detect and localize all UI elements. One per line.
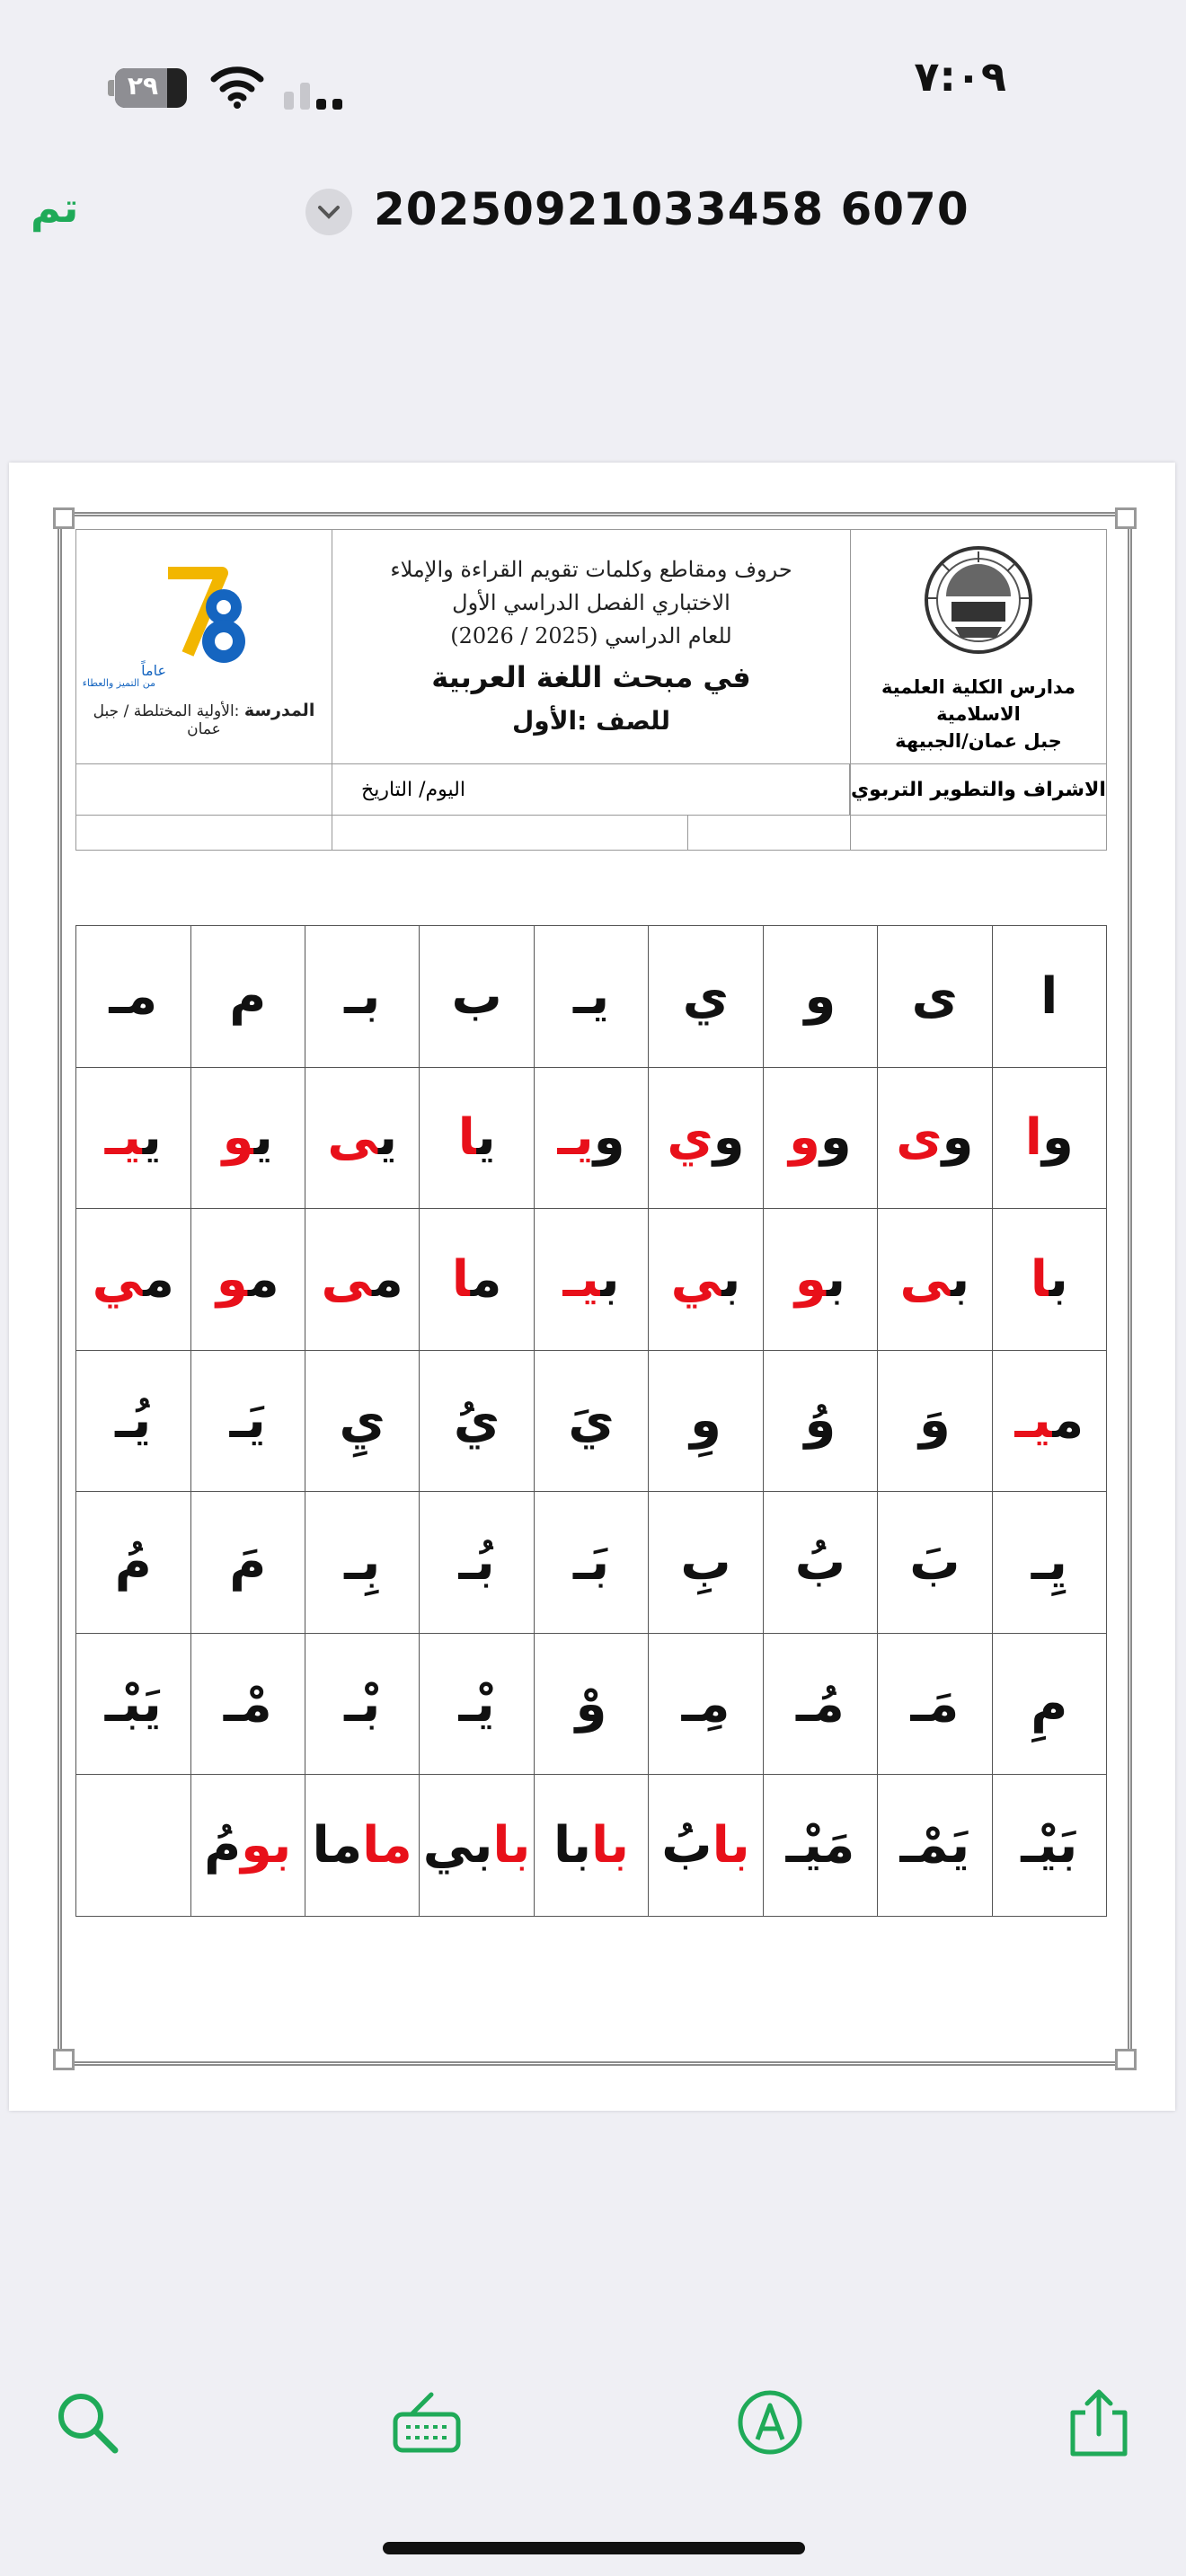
grid-row — [76, 1775, 1107, 1917]
header-empty-cell — [76, 816, 332, 851]
chevron-down-icon — [317, 203, 341, 221]
battery-level: ٢٩ — [127, 71, 159, 101]
grid-cell — [649, 1633, 763, 1775]
header-title-cell — [332, 530, 851, 764]
school-label-key: المدرسة — [243, 701, 315, 720]
header-empty-cell — [851, 816, 1107, 851]
grid-letter: يِـ — [1031, 1533, 1067, 1592]
grid-letter: ب — [721, 1249, 741, 1309]
grid-letter-red: با — [492, 1816, 531, 1875]
grid-letter: م — [247, 1249, 279, 1309]
grid-cell — [190, 1492, 305, 1634]
grid-letter-red: يـ — [557, 1108, 594, 1168]
grid-letter: مـ — [109, 966, 158, 1026]
grid-cell — [878, 1775, 992, 1917]
grid-letter: ا — [1040, 966, 1058, 1026]
grid-cell — [763, 1209, 877, 1351]
grid-letter: بُ — [794, 1533, 846, 1592]
grid-cell — [190, 1067, 305, 1209]
grid-cell — [649, 926, 763, 1068]
grid-letter: وُ — [804, 1391, 836, 1451]
cellular-signal-icon — [284, 68, 347, 110]
header-subject: في مبحث اللغة العربية — [431, 659, 751, 694]
letters-grid — [75, 925, 1107, 1917]
grid-letter: بَيْـ — [1021, 1816, 1078, 1875]
grid-letter-red: با — [712, 1816, 750, 1875]
grid-letter: بِـ — [344, 1533, 381, 1592]
grid-cell — [878, 926, 992, 1068]
grid-letter: يُ — [453, 1391, 500, 1451]
wifi-icon — [210, 63, 264, 110]
scan-text-icon[interactable] — [392, 2387, 462, 2457]
grid-letter: ب — [1049, 1249, 1068, 1309]
grid-row — [76, 1633, 1107, 1775]
grid-cell — [534, 1067, 648, 1209]
grid-cell — [534, 1775, 648, 1917]
grid-cell — [76, 1633, 191, 1775]
school-emblem — [916, 544, 1041, 659]
grid-cell — [649, 1209, 763, 1351]
grid-letter: بَ — [909, 1533, 960, 1592]
anniversary-logo — [82, 555, 258, 689]
grid-cell — [534, 926, 648, 1068]
grid-letter-red: يـ — [104, 1108, 143, 1168]
school-name-line1: مدارس الكلية العلمية الاسلامية — [881, 676, 1076, 725]
grid-cell — [420, 1775, 534, 1917]
header-split-cell — [332, 764, 851, 816]
search-icon[interactable] — [52, 2387, 122, 2457]
grid-cell — [878, 1067, 992, 1209]
grid-cell — [190, 1350, 305, 1492]
grid-cell — [305, 1633, 419, 1775]
grid-letter: مَـ — [910, 1674, 960, 1734]
supervision-label: الاشراف والتطوير التربوي — [851, 764, 1107, 816]
grid-cell — [534, 1492, 648, 1634]
grid-letter-red: ي — [670, 1249, 722, 1309]
header-title-line2: الاختباري الفصل الدراسي الأول — [452, 589, 730, 615]
grid-letter: بَـ — [572, 1533, 610, 1592]
grid-cell — [992, 1209, 1106, 1351]
grid-letter-red: ا — [451, 1249, 471, 1309]
grid-cell — [992, 926, 1106, 1068]
grid-letter-red: يـ — [1014, 1391, 1053, 1451]
grid-letter: وِ — [690, 1391, 721, 1451]
grid-cell — [649, 1067, 763, 1209]
grid-letter-red: و — [789, 1108, 820, 1168]
grid-cell — [649, 1350, 763, 1492]
grid-letter: ب — [951, 1249, 970, 1309]
title-menu-button[interactable] — [305, 189, 352, 235]
grid-letter: م — [229, 966, 267, 1026]
grid-cell — [534, 1209, 648, 1351]
header-title-line3: للعام الدراسي (2025 / 2026) — [450, 622, 732, 648]
grid-cell — [534, 1350, 648, 1492]
grid-row — [76, 926, 1107, 1068]
grid-letter: وَ — [918, 1391, 951, 1451]
grid-letter-red: ي — [92, 1249, 144, 1309]
status-time: ٧:٠٩ — [914, 52, 1006, 101]
grid-cell — [763, 926, 877, 1068]
grid-letter-red: بو — [241, 1816, 292, 1875]
grid-cell — [763, 1067, 877, 1209]
grid-row — [76, 1350, 1107, 1492]
grid-letter-red: يـ — [562, 1249, 601, 1309]
grid-letter: و — [804, 966, 836, 1026]
grid-cell — [305, 926, 419, 1068]
grid-cell — [763, 1350, 877, 1492]
markup-icon[interactable] — [735, 2387, 805, 2457]
grid-letter: يَمْـ — [899, 1816, 970, 1875]
grid-cell — [763, 1775, 877, 1917]
grid-letter: بُـ — [458, 1533, 495, 1592]
grid-letter: م — [470, 1249, 502, 1309]
header-right-cell — [851, 530, 1107, 764]
grid-cell — [76, 1350, 191, 1492]
grid-letter: مُـ — [796, 1674, 845, 1734]
grid-letter: ب — [600, 1249, 620, 1309]
day-date-label: اليوم/ التاريخ — [361, 778, 465, 801]
grid-cell — [190, 926, 305, 1068]
grid-cell — [649, 1492, 763, 1634]
grid-cell — [420, 926, 534, 1068]
grid-letter: وْ — [575, 1674, 607, 1734]
header-table — [75, 529, 1107, 851]
document-page — [9, 463, 1175, 2111]
grid-cell — [190, 1775, 305, 1917]
grid-letter: ي — [476, 1108, 496, 1168]
grid-letter: ي — [682, 966, 730, 1026]
grid-letter-red: ا — [457, 1108, 477, 1168]
grid-cell — [992, 1067, 1106, 1209]
grid-letter: بي — [422, 1816, 493, 1875]
grid-cell — [305, 1067, 419, 1209]
grid-cell — [878, 1633, 992, 1775]
grid-letter: مَيْـ — [785, 1816, 855, 1875]
grid-letter-red: ي — [667, 1108, 713, 1168]
grid-cell — [76, 1492, 191, 1634]
grid-cell — [763, 1633, 877, 1775]
header-title-line1: حروف ومقاطع وكلمات تقويم القراءة والإملاء — [390, 556, 792, 582]
grid-row — [76, 1067, 1107, 1209]
grid-letter: بِ — [680, 1533, 731, 1592]
logo-word: عاماً — [141, 662, 166, 679]
grid-letter-red: و — [222, 1108, 254, 1168]
home-indicator — [383, 2542, 805, 2554]
grid-letter: ب — [826, 1249, 845, 1309]
grid-letter: بـ — [344, 966, 381, 1026]
header-split-cell — [332, 816, 851, 851]
grid-letter-red: ى — [327, 1108, 378, 1168]
grid-letter: يُـ — [115, 1391, 152, 1451]
grid-row — [76, 1492, 1107, 1634]
school-name-line2: جبل عمان/الجبيهة — [895, 730, 1062, 752]
grid-cell — [190, 1209, 305, 1351]
grid-cell — [878, 1350, 992, 1492]
grid-letter: م — [372, 1249, 403, 1309]
grid-cell — [649, 1775, 763, 1917]
grid-cell — [534, 1633, 648, 1775]
grid-letter: م — [143, 1249, 174, 1309]
header-empty-cell — [76, 764, 332, 816]
grid-letter-red: ا — [1030, 1249, 1049, 1309]
grid-letter: بُ — [661, 1816, 712, 1875]
grid-letter: و — [942, 1108, 974, 1168]
grid-letter: يَـ — [229, 1391, 266, 1451]
battery-icon — [108, 68, 190, 108]
grid-letter: ب — [451, 966, 502, 1026]
grid-cell — [878, 1209, 992, 1351]
grid-letter: و — [593, 1108, 625, 1168]
grid-letter: يِ — [339, 1391, 385, 1451]
grid-cell — [305, 1209, 419, 1351]
grid-letter: و — [819, 1108, 852, 1168]
grid-letter: مِـ — [681, 1674, 730, 1734]
grid-cell — [878, 1492, 992, 1634]
grid-letter-red: و — [794, 1249, 827, 1309]
grid-letter: و — [1041, 1108, 1074, 1168]
grid-letter: م — [1052, 1391, 1084, 1451]
grid-cell — [420, 1209, 534, 1351]
grid-letter: يْـ — [458, 1674, 495, 1734]
grid-letter: با — [553, 1816, 592, 1875]
grid-letter: ي — [377, 1108, 397, 1168]
grid-letter-red: ا — [1024, 1108, 1042, 1168]
grid-letter-red: با — [591, 1816, 630, 1875]
grid-cell — [305, 1492, 419, 1634]
grid-letter-red: و — [216, 1249, 248, 1309]
grid-letter: مْـ — [223, 1674, 272, 1734]
school-label — [76, 701, 332, 738]
grid-cell — [763, 1492, 877, 1634]
grid-cell — [992, 1633, 1106, 1775]
grid-letter: مُ — [204, 1816, 242, 1875]
grid-letter: مُ — [114, 1533, 152, 1592]
grid-letter: مَ — [229, 1533, 267, 1592]
grid-cell — [420, 1350, 534, 1492]
grid-letter: يـ — [572, 966, 610, 1026]
date-value-cell — [494, 764, 850, 815]
grid-letter: ي — [142, 1108, 162, 1168]
grid-cell — [190, 1633, 305, 1775]
share-icon[interactable] — [1064, 2387, 1134, 2457]
grid-cell — [76, 1209, 191, 1351]
grid-cell — [992, 1350, 1106, 1492]
grid-letter-red: ى — [896, 1108, 943, 1168]
grid-cell — [76, 1775, 191, 1917]
grid-cell — [76, 926, 191, 1068]
grid-cell — [420, 1492, 534, 1634]
grid-cell — [305, 1775, 419, 1917]
grid-cell — [420, 1633, 534, 1775]
grid-letter: و — [712, 1108, 745, 1168]
school-label-value: :الأولية المختلطة / جبل عمان — [93, 702, 240, 738]
grid-letter-red: ى — [321, 1249, 373, 1309]
grid-cell — [305, 1350, 419, 1492]
grid-letter: ي — [253, 1108, 273, 1168]
grid-letter: مِ — [1031, 1674, 1068, 1734]
logo-tagline: من التميز والعطاء — [82, 677, 155, 689]
header-grade: للصف :الأول — [512, 705, 670, 736]
grid-cell — [992, 1775, 1106, 1917]
grid-letter: ى — [911, 966, 958, 1026]
grid-cell — [992, 1492, 1106, 1634]
grid-letter-red: ما — [362, 1816, 412, 1875]
grid-cell — [76, 1067, 191, 1209]
document-title[interactable]: 20250921033458 6070 — [374, 183, 969, 235]
grid-cell — [420, 1067, 534, 1209]
grid-letter: ما — [312, 1816, 363, 1875]
grid-row — [76, 1209, 1107, 1351]
grid-letter-red: ى — [899, 1249, 951, 1309]
done-button[interactable]: تم — [31, 183, 79, 232]
grid-letter: بْـ — [344, 1674, 381, 1734]
grid-letter: يَ — [568, 1391, 615, 1451]
grid-letter: يَبْـ — [104, 1674, 162, 1734]
header-left-cell — [76, 530, 332, 764]
